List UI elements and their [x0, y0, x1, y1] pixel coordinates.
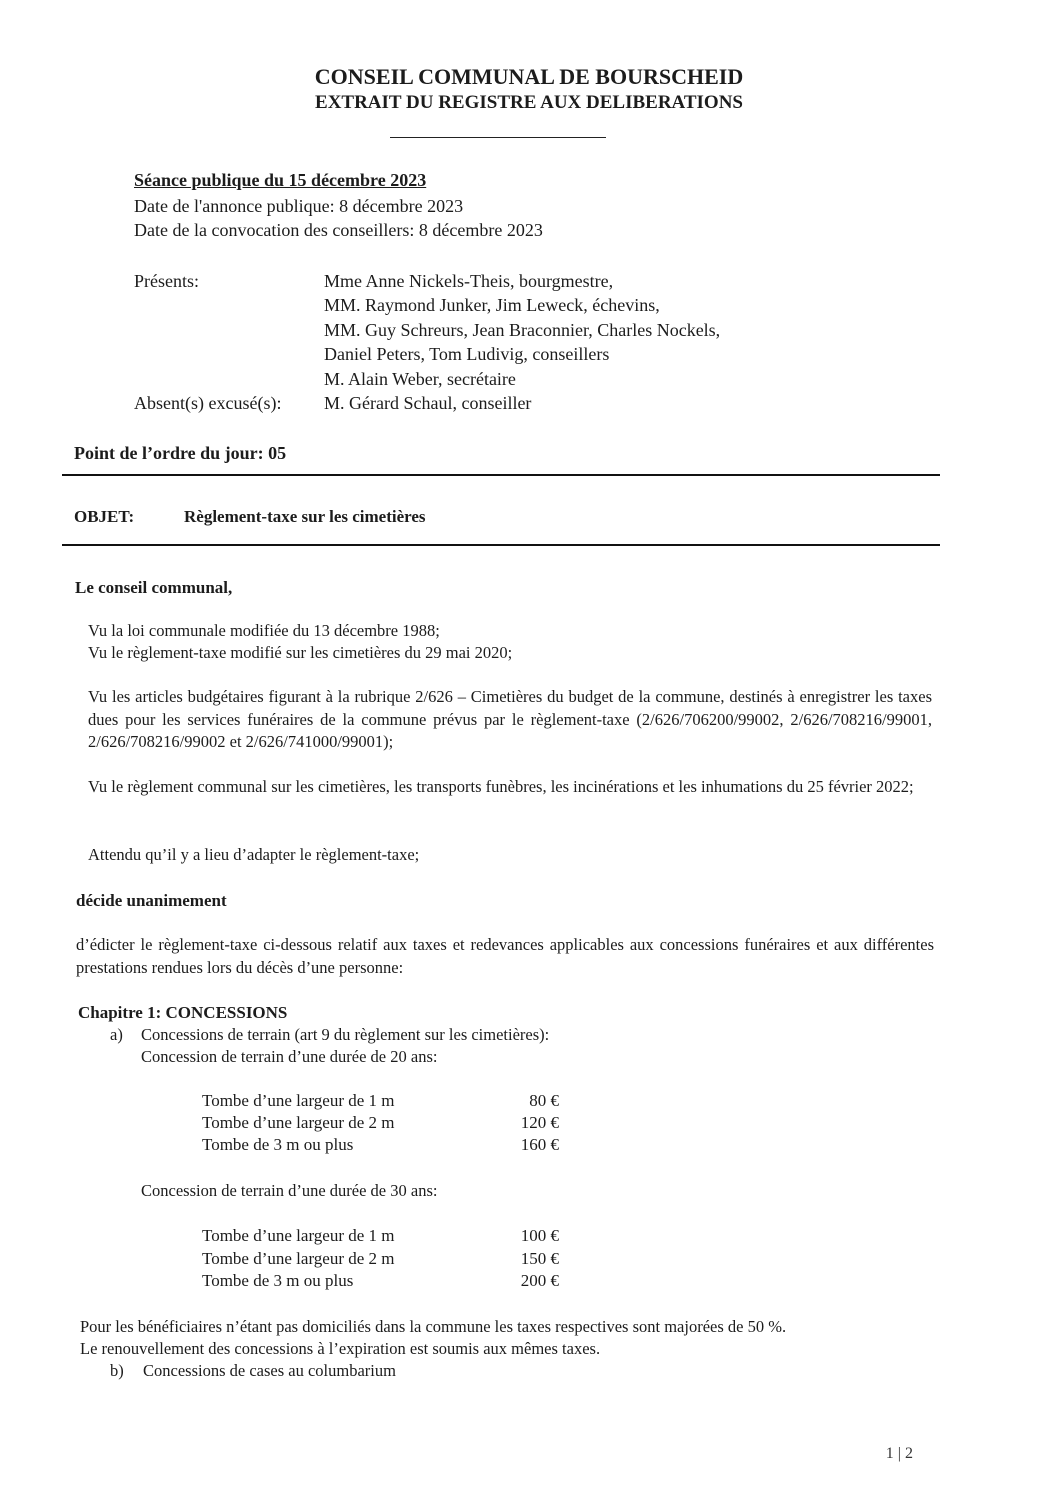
tariff-label: Tombe de 3 m ou plus — [202, 1135, 354, 1154]
tariff-price: 160 € — [520, 1135, 559, 1154]
list-marker: b) — [110, 1361, 124, 1380]
tariff-price: 120 € — [520, 1113, 559, 1132]
document-title: CONSEIL COMMUNAL DE BOURSCHEID — [314, 64, 744, 89]
tariff-price: 80 € — [529, 1091, 559, 1110]
date-convocation: Date de la convocation des conseillers: 8 décembre 2023 — [134, 220, 543, 240]
present-member: Mme Anne Nickels-Theis, bourgmestre, — [324, 271, 614, 291]
present-member: MM. Raymond Junker, Jim Leweck, échevins, — [324, 295, 660, 315]
objet-value: Règlement-taxe sur les cimetières — [184, 507, 426, 526]
tariff-label: Tombe d’une largeur de 2 m — [202, 1113, 395, 1132]
tariff-price: 150 € — [520, 1249, 559, 1268]
present-member: MM. Guy Schreurs, Jean Braconnier, Charles Nockels, — [324, 320, 721, 340]
vu-paragraph: Vu le règlement communal sur les cimetières, les transports funèbres, les incinérations et les inhumations du 25 février 2022; — [88, 777, 914, 796]
document-subtitle: EXTRAIT DU REGISTRE AUX DELIBERATIONS — [315, 92, 743, 113]
tariff-price: 200 € — [520, 1271, 559, 1290]
page-number: 1 | 2 — [885, 1445, 913, 1462]
tariff-label: Tombe d’une largeur de 1 m — [202, 1091, 395, 1110]
attendu-paragraph: Attendu qu’il y a lieu d’adapter le règlement-taxe; — [88, 845, 420, 864]
list-item: Concessions de terrain (art 9 du règlement sur les cimetières): — [141, 1025, 550, 1044]
list-marker: a) — [110, 1025, 123, 1044]
decision-heading: décide unanimement — [76, 891, 227, 910]
title-divider — [390, 137, 606, 138]
tariff-label: Tombe d’une largeur de 1 m — [202, 1226, 395, 1245]
duration-heading: Concession de terrain d’une durée de 20 ans: — [141, 1047, 438, 1066]
duration-heading: Concession de terrain d’une durée de 30 ans: — [141, 1181, 438, 1200]
absents-label: Absent(s) excusé(s): — [134, 393, 282, 413]
date-annonce: Date de l'annonce publique: 8 décembre 2023 — [134, 196, 464, 216]
present-member: M. Alain Weber, secrétaire — [324, 369, 516, 389]
section-divider — [62, 474, 940, 476]
objet-label: OBJET: — [74, 507, 135, 526]
present-member: Daniel Peters, Tom Ludivig, conseillers — [324, 344, 610, 364]
vu-paragraph: Vu le règlement-taxe modifié sur les cimetières du 29 mai 2020; — [88, 643, 513, 662]
majoration-paragraph: Pour les bénéficiaires n’étant pas domiciliés dans la commune les taxes respectives sont majorées de 50 %. — [80, 1317, 787, 1336]
chapter-heading: Chapitre 1: CONCESSIONS — [78, 1003, 288, 1022]
tariff-label: Tombe d’une largeur de 2 m — [202, 1249, 395, 1268]
edicter-paragraph: d’édicter le règlement-taxe ci-dessous relatif aux taxes et redevances applicables aux concessions funéraires et aux différentes prestations rendues lors du décès d’une personne: — [76, 935, 934, 977]
vu-paragraph: Vu la loi communale modifiée du 13 décembre 1988; — [88, 621, 440, 640]
presents-label: Présents: — [134, 271, 199, 291]
absent-member: M. Gérard Schaul, conseiller — [324, 393, 532, 413]
vu-paragraph: Vu les articles budgétaires figurant à la rubrique 2/626 – Cimetières du budget de la commune, destinés à enregistrer les taxes dues pour les services funéraires de la commune prévus par le règlement-taxe (2/626/706200/99002, 2/626/708216/99001, 2/626/708216/99002 et 2/626/741000/99001); — [88, 687, 932, 751]
renouvellement-paragraph: Le renouvellement des concessions à l’expiration est soumis aux mêmes taxes. — [80, 1339, 601, 1358]
tariff-label: Tombe de 3 m ou plus — [202, 1271, 354, 1290]
section-divider — [62, 544, 940, 546]
list-item: Concessions de cases au columbarium — [143, 1361, 396, 1380]
tariff-price: 100 € — [520, 1226, 559, 1245]
conseil-heading: Le conseil communal, — [75, 578, 233, 597]
agenda-point: Point de l’ordre du jour: 05 — [74, 443, 287, 463]
seance-title: Séance publique du 15 décembre 2023 — [134, 170, 427, 190]
